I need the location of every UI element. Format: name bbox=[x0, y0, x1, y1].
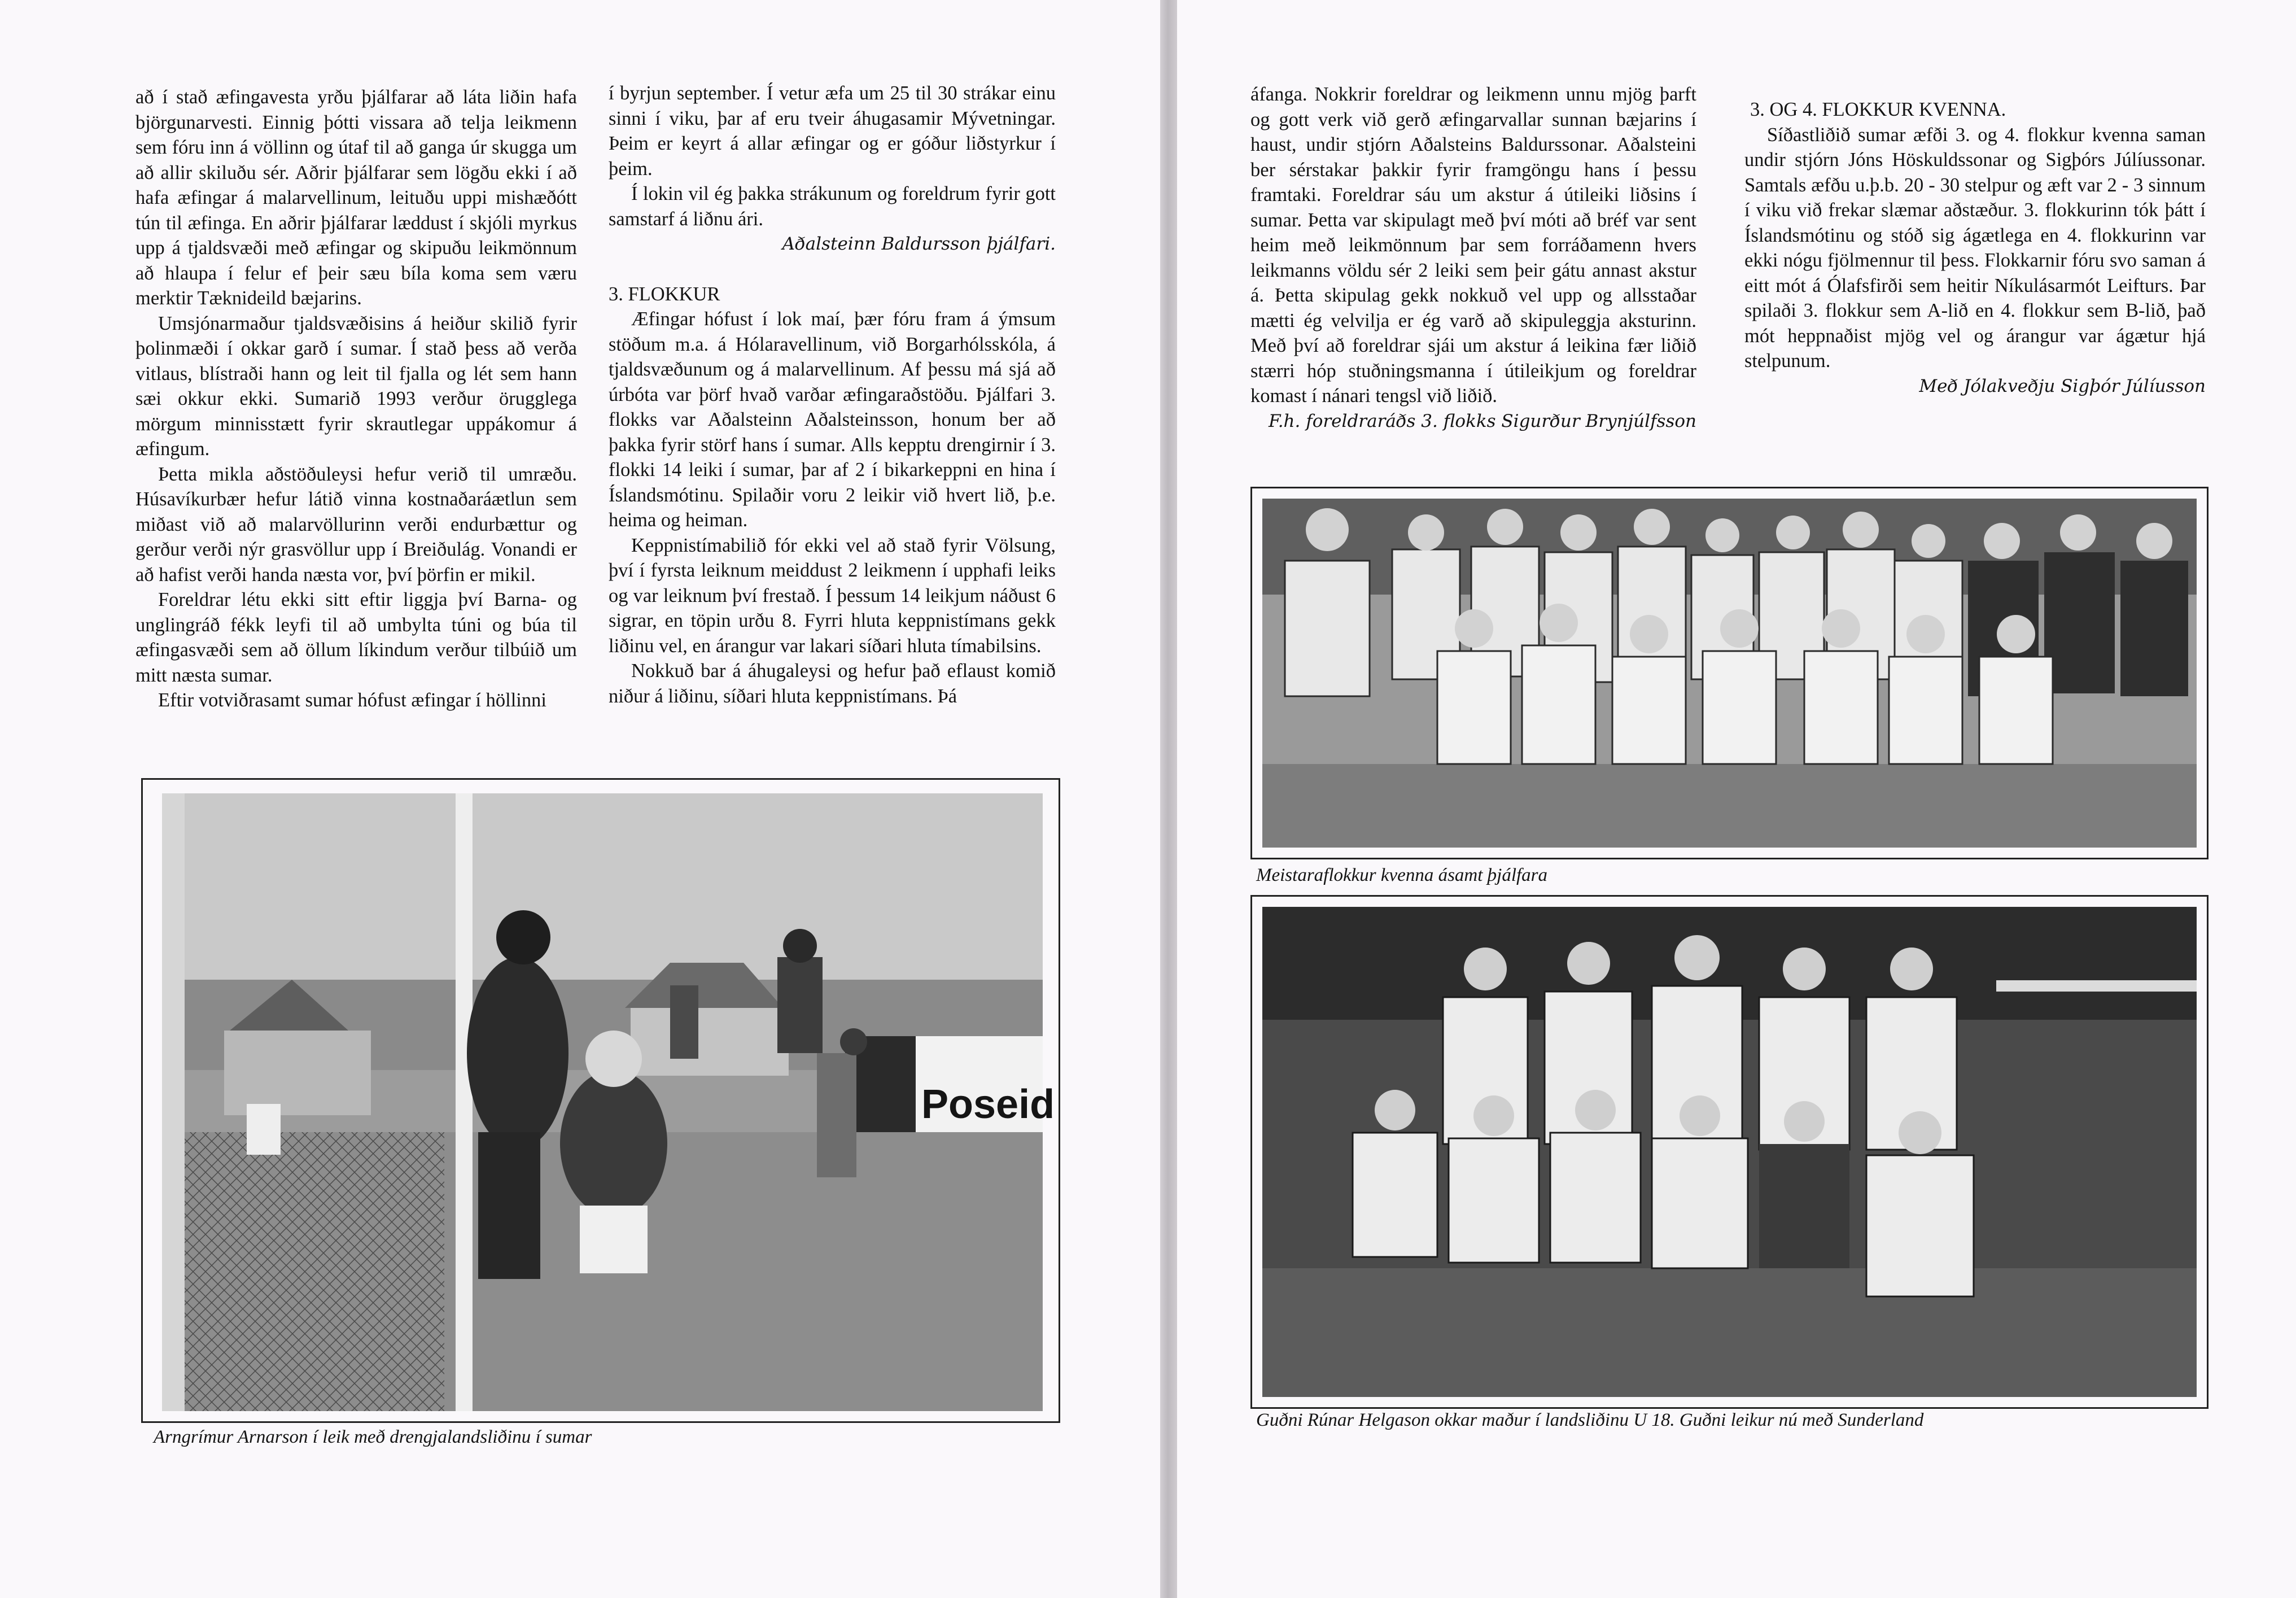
paragraph: Æfingar hófust í lok maí, þær fóru fram á ýmsum stöðum m.a. á Hólaravellinum, við Borgarhólsskóla, á tjaldsvæðunum og á malarvellinum. Af þessu má sjá að úrbóta var þörf hvað varðar æfingaraðstöðu. Þjálfari 3. flokks var Aðalsteinn Aðalsteinsson, honum ber að þakka fyrir störf hans í sumar. Alls kepptu drengirnir í 3. flokki 14 leiki í sumar, þar af 2 í bikarkeppni en hina í Íslandsmótinu. Spilaðir voru 2 leikir við hvert lið, þ.e. heima og heiman. bbox=[609, 308, 1056, 531]
paragraph: Í lokin vil ég þakka strákunum og foreldrum fyrir gott samstarf á liðnu ári. bbox=[609, 183, 1056, 230]
photo-frame-u18-team bbox=[1250, 895, 2208, 1409]
billboard-text: Poseid bbox=[921, 1082, 1055, 1127]
paragraph: Síðastliðið sumar æfði 3. og 4. flokkur kvenna saman undir stjórn Jóns Höskuldssonar og Sigþórs Júlíussonar. Samtals æfðu u.þ.b. 20 - 30 stelpur og æft var 2 - 3 sinnum í viku við frekar slæmar aðstæður. 3. flokkurinn tók þátt í Íslandsmótinu og stóð sig ágætlega en 4. flokkurinn var ekki nógu fjölmennur til þess. Flokkarnir fóru svo saman á eitt mót á Ólafsfirði sem heitir Níkulásarmót Leifturs. Þar spilaði 3. flokkur sem A-lið en 4. flokkur sem B-lið, það mót heppnaðist mjög vel og árangur var ágætur hjá stelpunum. bbox=[1744, 124, 2206, 372]
photo-caption: Arngrímur Arnarson í leik með drengjalandsliðinu í sumar bbox=[154, 1427, 592, 1447]
paragraph: í byrjun september. Í vetur æfa um 25 til 30 strákar einu sinni í viku, þar af eru tveir áhugasamir Mývetningar. Þeim er keyrt á allar æfingar og er góður liðstyrkur í þeim. bbox=[609, 82, 1056, 180]
right-column-1 bbox=[1250, 82, 1696, 434]
photo-goalkeeper bbox=[162, 793, 1055, 1408]
paragraph: Keppnistímabilið fór ekki vel að stað fyrir Völsung, því í fyrsta leiknum meiddust 2 leikmenn í upphafi leiks og var leiknum því frestað. Í þessum 14 leikjum náðust 6 sigrar, en töpin urðu 8. Fyrri hluta keppnistímans gekk liðinu vel, en árangur var lakari síðari hluta tímabilsins. bbox=[609, 534, 1056, 657]
photo-frame-goalkeeper bbox=[141, 778, 1060, 1423]
left-column-1 bbox=[135, 85, 577, 713]
paragraph: að í stað æfingavesta yrðu þjálfarar að láta liðin hafa björgunarvesti. Einnig þótti vissara að telja leikmenn sem fóru inn á völlinn og útaf til að ganga úr skugga um að allir skiluðu sér. Aðrir þjálfarar sem lögðu ekki í að hafa æfingar á malarvellinum, leituðu uppi mishæðótt tún til æfinga. En aðrir þjálfarar læddust í skjóli myrkus upp á tjaldsvæði með æfingar og skipuðu leikmönnum að hlaupa í felur ef þeir sæu bíla koma sem væru merktir Tæknideild bæjarins. bbox=[135, 86, 577, 309]
photo-caption: Guðni Rúnar Helgason okkar maður í landsliðinu U 18. Guðni leikur nú með Sunderland bbox=[1256, 1410, 1924, 1430]
signature: Með Jólakveðju Sigþór Júlíusson bbox=[1919, 376, 2206, 396]
signature: F.h. foreldraráðs 3. flokks Sigurður Brynjúlfsson bbox=[1269, 411, 1696, 431]
photo-frame-womens-team bbox=[1250, 487, 2208, 859]
photo-womens-team bbox=[1262, 499, 2197, 848]
photo-u18-team bbox=[1262, 907, 2197, 1397]
section-heading: 3. OG 4. FLOKKUR KVENNA. bbox=[1750, 99, 2006, 120]
right-page bbox=[1177, 0, 2296, 1598]
right-column-2 bbox=[1744, 97, 2206, 399]
paragraph: Eftir votviðrasamt sumar hófust æfingar í höllinni bbox=[158, 689, 546, 711]
left-column-2 bbox=[609, 81, 1056, 709]
paragraph: áfanga. Nokkrir foreldrar og leikmenn unnu mjög þarft og gott verk við gerð æfingarvallar sunnan bæjarins í haust, undir stjórn Aðalsteins Baldurssonar. Aðalsteini ber sérstakar þakkir fyrir framgöngu hans í þessu framtaki. Foreldrar sáu um akstur á útileiki liðsins í sumar. Þetta var skipulagt með því móti að bréf var sent heim með leikmönnum þar sem forráðamenn hvers leikmanns völdu sér 2 leiki sem þeir gátu annast akstur á. Þetta skipulag gekk nokkuð vel upp og allsstaðar mætti ég velvilja er ég varð að skipuleggja aksturinn. Með því að foreldrar sjái um akstur á leikina fær liðið stærri hóp stuðningsmanna í útileikjum og foreldrar komast í nánari tengsl við liðið. bbox=[1250, 84, 1696, 407]
page-gutter bbox=[1160, 0, 1177, 1598]
section-heading: 3. FLOKKUR bbox=[609, 283, 720, 305]
photo-caption: Meistaraflokkur kvenna ásamt þjálfara bbox=[1256, 865, 1548, 885]
paragraph: Umsjónarmaður tjaldsvæðisins á heiður skilið fyrir þolinmæði í okkar garð í sumar. Í stað þess að verða vitlaus, blístraði hann og leit til fjalla og lét sem hann sæi okkur ekki. Sumarið 1993 verður örugglega mörgum minnisstætt fyrir skrautlegar uppákomur á æfingum. bbox=[135, 312, 577, 460]
paragraph: Þetta mikla aðstöðuleysi hefur verið til umræðu. Húsavíkurbær hefur látið vinna kostnaðaráætlun sem miðast við að malarvöllurinn verði endurbættur og gerður verði nýr grasvöllur upp í Breiðulág. Vonandi er að hafist verði handa næsta vor, því þörfin er mikil. bbox=[135, 463, 577, 586]
paragraph: Nokkuð bar á áhugaleysi og hefur það eflaust komið niður á liðinu, síðari hluta keppnistímans. Þá bbox=[609, 660, 1056, 707]
signature: Aðalsteinn Baldursson þjálfari. bbox=[782, 234, 1056, 254]
paragraph: Foreldrar létu ekki sitt eftir liggja því Barna- og unglingráð fékk leyfi til að umbylta túni og búa til æfingasvæði sem að öllum líkindum verður tilbúið um mitt næsta sumar. bbox=[135, 589, 577, 686]
